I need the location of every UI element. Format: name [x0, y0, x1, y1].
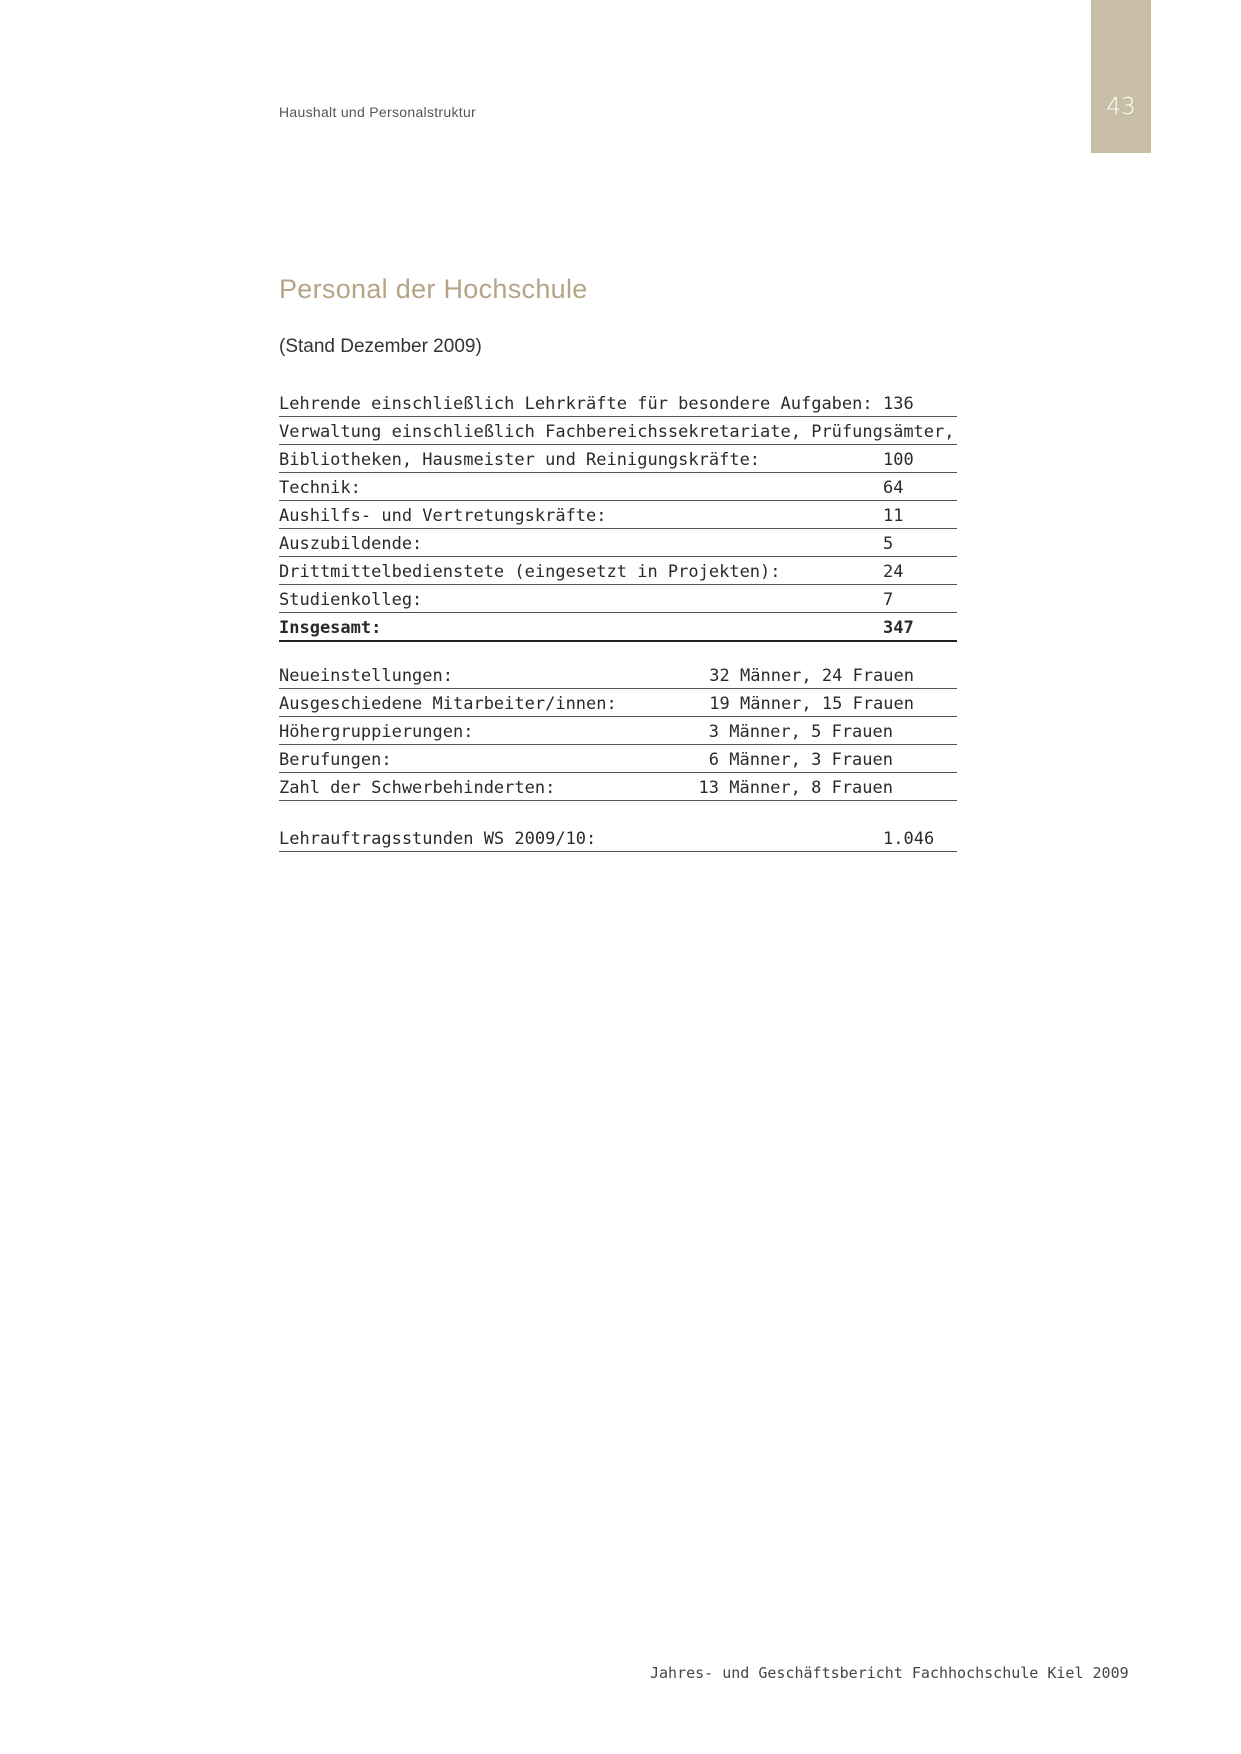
- table-row: [279, 717, 957, 745]
- row-value: 13 Männer, 8 Frauen: [698, 778, 893, 798]
- table-row: [279, 557, 957, 585]
- row-value: 32 Männer, 24 Frauen: [709, 666, 914, 686]
- table-row: [279, 773, 957, 801]
- row-label: Zahl der Schwerbehinderten:: [279, 778, 556, 798]
- page-footer: Jahres- und Geschäftsbericht Fachhochschule Kiel 2009: [650, 1664, 1129, 1682]
- table-row: [279, 501, 957, 529]
- table-row: [279, 389, 957, 417]
- page-number-tab: [1091, 0, 1151, 153]
- row-label: Lehrende einschließlich Lehrkräfte für besondere Aufgaben:: [279, 394, 873, 414]
- table-row-total: [279, 613, 957, 642]
- staff-table: [279, 389, 957, 642]
- row-value: 5: [883, 534, 894, 554]
- page-number: 43: [1106, 94, 1136, 120]
- row-value: 64: [883, 478, 904, 498]
- row-value: 1.046: [883, 829, 935, 849]
- row-value: 3 Männer, 5 Frauen: [708, 722, 893, 742]
- row-value: 136: [883, 394, 914, 414]
- row-label: Neueinstellungen:: [279, 666, 453, 686]
- row-label: Drittmittelbedienstete (eingesetzt in Projekten):: [279, 562, 781, 582]
- section-label: Haushalt und Personalstruktur: [279, 104, 477, 120]
- page-title: Personal der Hochschule: [279, 274, 588, 304]
- stand-date-label: (Stand Dezember 2009): [279, 336, 482, 357]
- row-label: Höhergruppierungen:: [279, 722, 474, 742]
- row-label: Ausgeschiedene Mitarbeiter/innen:: [279, 694, 617, 714]
- row-label: Berufungen:: [279, 750, 392, 770]
- teaching-hours-table: [279, 824, 957, 852]
- row-label: Lehrauftragsstunden WS 2009/10:: [279, 829, 597, 849]
- total-label: Insgesamt:: [279, 618, 382, 638]
- row-value: 24: [883, 562, 904, 582]
- row-label: Bibliotheken, Hausmeister und Reinigungskräfte:: [279, 450, 761, 470]
- table-row: [279, 473, 957, 501]
- table-row: [279, 529, 957, 557]
- row-value: 100: [883, 450, 914, 470]
- table-row: [279, 745, 957, 773]
- row-value: 7: [883, 590, 894, 610]
- table-row: [279, 445, 957, 473]
- table-row: [279, 585, 957, 613]
- row-value: 11: [883, 506, 904, 526]
- row-label: Technik:: [279, 478, 361, 498]
- personnel-changes-table: [279, 661, 957, 801]
- total-value: 347: [883, 618, 914, 638]
- table-row: [279, 689, 957, 717]
- row-label: Auszubildende:: [279, 534, 423, 554]
- row-label: Verwaltung einschließlich Fachbereichssekretariate, Prüfungsämter,: [279, 422, 955, 442]
- row-value: 19 Männer, 15 Frauen: [709, 694, 914, 714]
- row-label: Aushilfs- und Vertretungskräfte:: [279, 506, 607, 526]
- row-label: Studienkolleg:: [279, 590, 423, 610]
- table-row: [279, 417, 957, 445]
- table-row: [279, 661, 957, 689]
- table-row: [279, 824, 957, 852]
- row-value: 6 Männer, 3 Frauen: [708, 750, 893, 770]
